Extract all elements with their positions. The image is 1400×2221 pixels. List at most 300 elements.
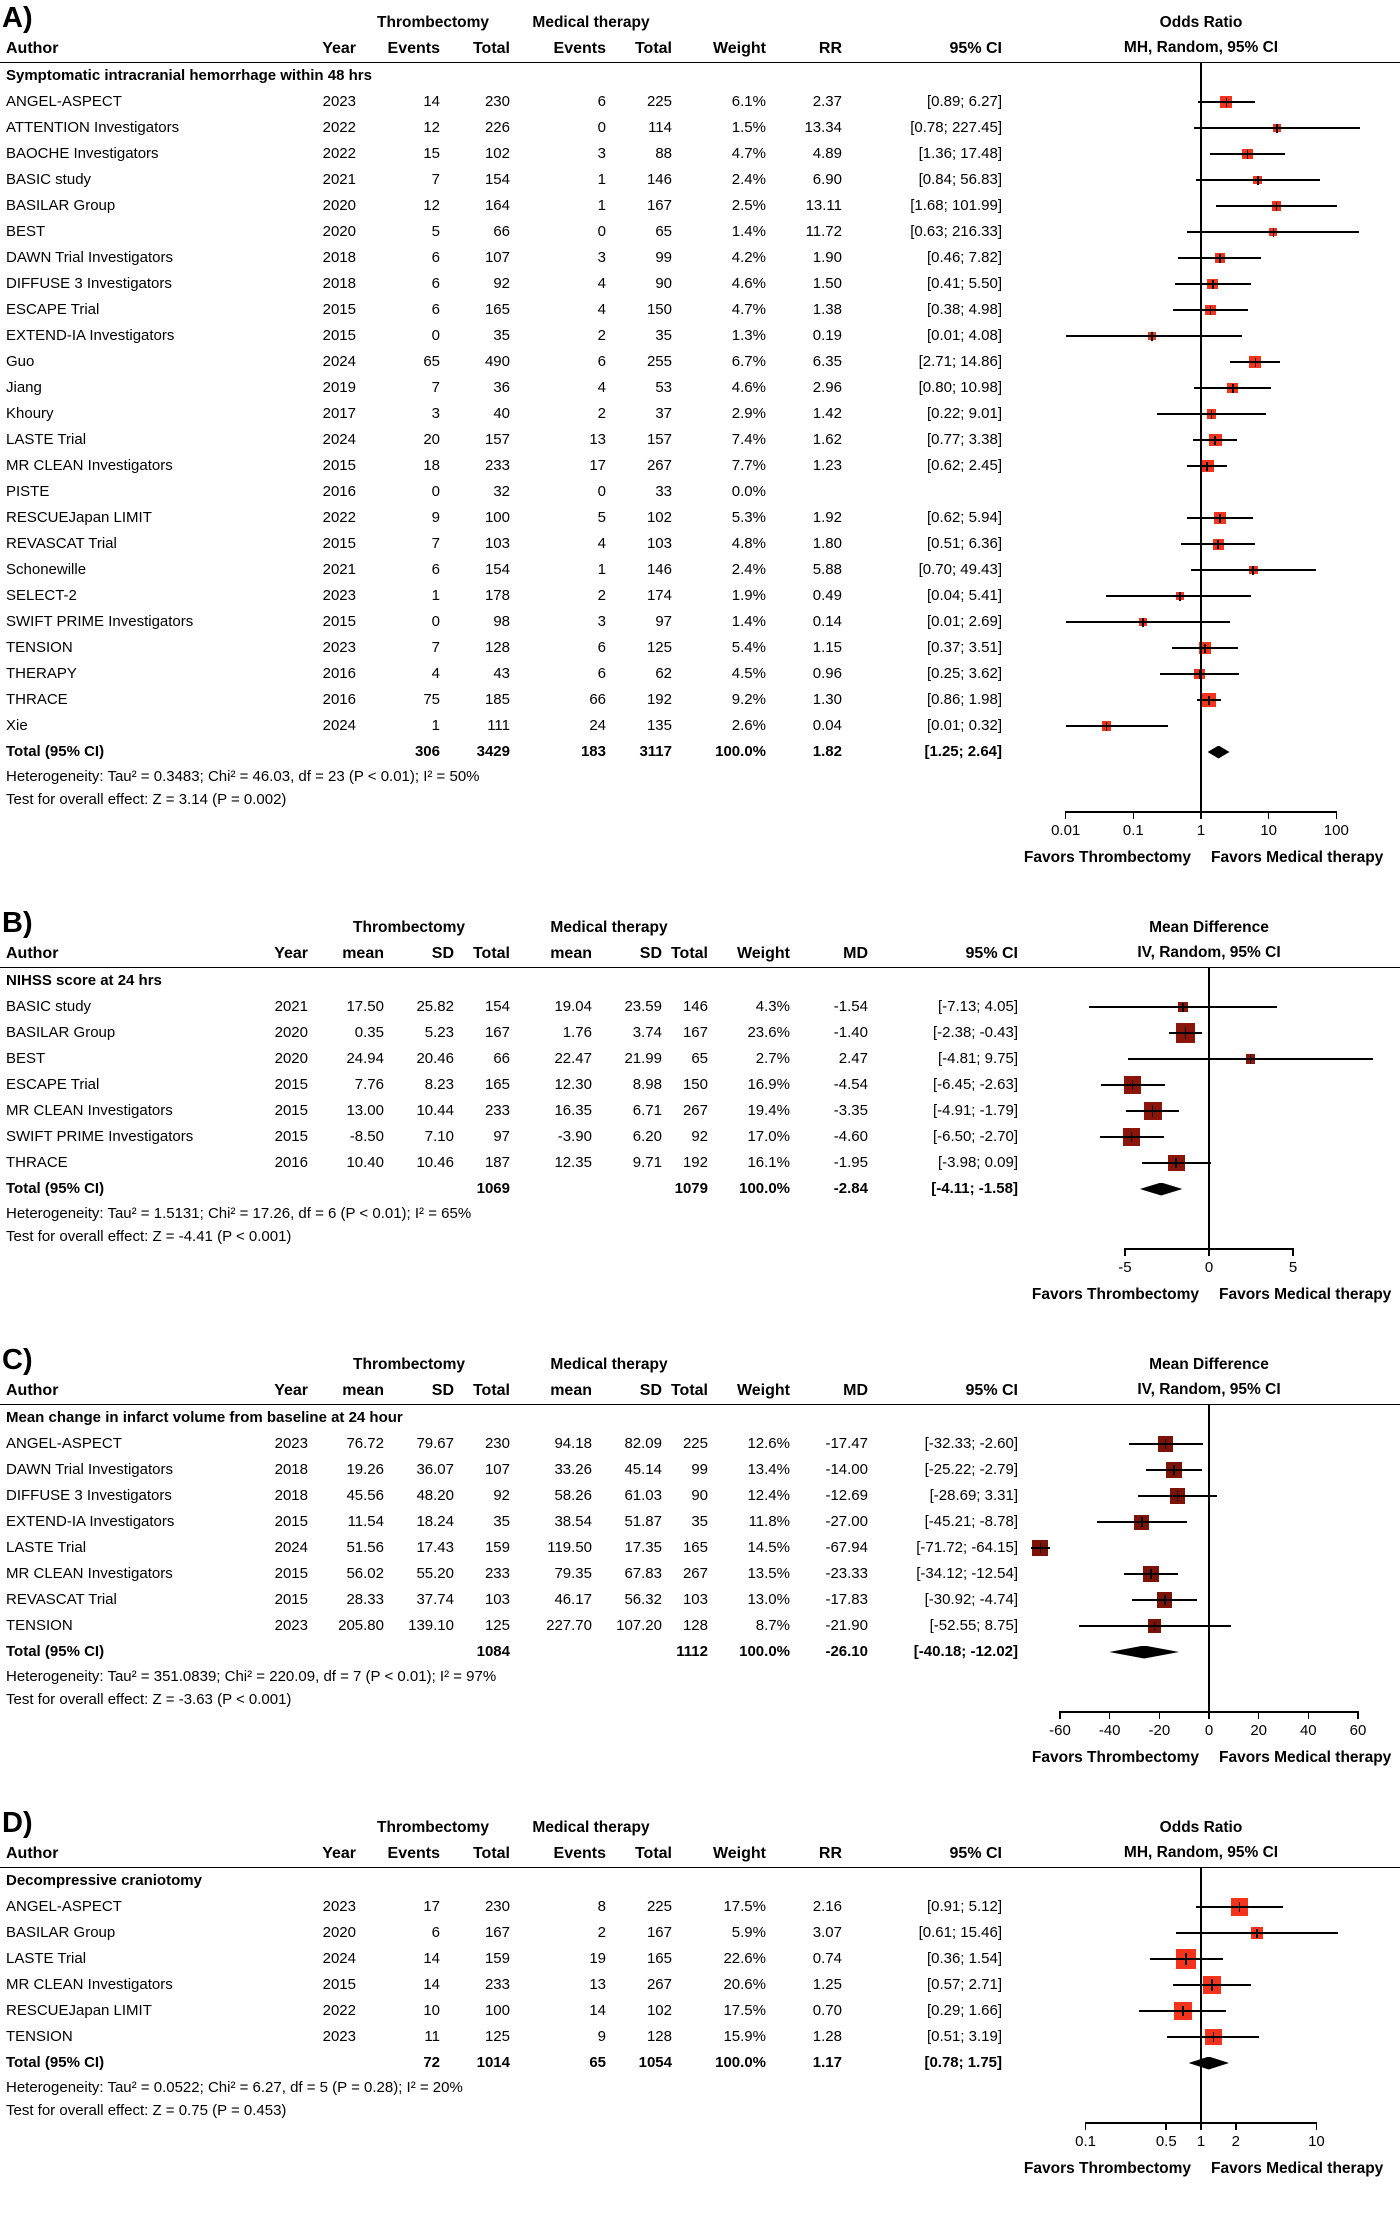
value-cell: 146 <box>646 171 672 188</box>
column-header: 95% CI <box>949 1845 1002 1862</box>
value-cell: 2 <box>597 587 606 604</box>
value-cell: 192 <box>682 1154 708 1171</box>
column-header: Events <box>387 40 440 57</box>
value-cell: 6 <box>431 275 440 292</box>
column-header: mean <box>342 1382 384 1399</box>
axis-tick <box>1208 1248 1210 1256</box>
author-cell: DAWN Trial Investigators <box>6 249 173 266</box>
value-cell: [0.70; 49.43] <box>918 561 1002 578</box>
value-cell: [0.51; 3.19] <box>926 2028 1002 2045</box>
value-cell: 9.2% <box>731 691 766 708</box>
axis-tick-label: -60 <box>1049 1722 1071 1739</box>
column-header: RR <box>818 1845 842 1862</box>
point-estimate-tick <box>1182 2006 1184 2017</box>
value-cell: [0.86; 1.98] <box>926 691 1002 708</box>
value-cell <box>384 1176 454 1202</box>
value-cell: [-34.12; -12.54] <box>916 1565 1018 1582</box>
study-row <box>0 479 1400 505</box>
study-row <box>0 994 1400 1020</box>
value-cell: 230 <box>484 1435 510 1452</box>
value-cell: 20.6% <box>723 1976 766 1993</box>
value-cell: 2015 <box>322 327 356 344</box>
value-cell: 2015 <box>322 457 356 474</box>
point-estimate-tick <box>1213 2032 1215 2042</box>
value-cell: 2023 <box>322 1898 356 1915</box>
value-cell: 2020 <box>322 197 356 214</box>
value-cell: 1.82 <box>812 743 842 760</box>
value-cell: 6 <box>597 665 606 682</box>
author-cell: BASIC study <box>6 171 92 188</box>
value-cell: [0.29; 1.66] <box>926 2002 1002 2019</box>
value-cell: 267 <box>646 1976 672 1993</box>
axis-block <box>0 1711 1400 1791</box>
value-cell: 0 <box>431 327 440 344</box>
value-cell: 14 <box>423 93 440 110</box>
value-cell: 0.14 <box>812 613 842 630</box>
heterogeneity-text: Heterogeneity: Tau² = 0.0522; Chi² = 6.27, df = 5 (P = 0.28); I² = 20% <box>6 2079 463 2096</box>
value-cell: 2023 <box>322 93 356 110</box>
value-cell: 187 <box>484 1154 510 1171</box>
value-cell: -27.00 <box>825 1513 868 1530</box>
study-row <box>0 1046 1400 1072</box>
value-cell: 233 <box>484 457 510 474</box>
value-cell: 0.19 <box>812 327 842 344</box>
value-cell: 5.3% <box>731 509 766 526</box>
study-row <box>0 531 1400 557</box>
value-cell: 1084 <box>476 1643 510 1660</box>
value-cell: 6 <box>431 1924 440 1941</box>
axis-tick-label: -5 <box>1118 1259 1132 1276</box>
value-cell: [0.38; 4.98] <box>926 301 1002 318</box>
point-estimate-tick <box>1206 462 1208 471</box>
effect-model-header: MH, Random, 95% CI <box>1123 39 1279 56</box>
author-cell: TENSION <box>6 639 73 656</box>
axis-tick <box>1292 1248 1294 1256</box>
author-cell: MR CLEAN Investigators <box>6 1565 173 1582</box>
value-cell: 2015 <box>274 1076 308 1093</box>
value-cell: 6.7% <box>731 353 766 370</box>
point-estimate-tick <box>1219 254 1221 263</box>
value-cell: [-4.81; 9.75] <box>937 1050 1018 1067</box>
value-cell: 5.23 <box>424 1024 454 1041</box>
axis-tick <box>1109 1711 1111 1719</box>
value-cell: 51.87 <box>624 1513 662 1530</box>
value-cell: 65 <box>655 223 672 240</box>
value-cell: 2015 <box>322 301 356 318</box>
axis-tick <box>1308 1711 1310 1719</box>
author-cell: BASIC study <box>6 998 92 1015</box>
column-header: RR <box>818 40 842 57</box>
author-cell: EXTEND-IA Investigators <box>6 1513 175 1530</box>
study-row <box>0 89 1400 115</box>
value-cell: 14 <box>589 2002 606 2019</box>
panel-body <box>0 1405 1400 1791</box>
value-cell: 103 <box>646 535 672 552</box>
value-cell: 2022 <box>322 509 356 526</box>
value-cell: 230 <box>484 93 510 110</box>
value-cell: 167 <box>484 1024 510 1041</box>
point-estimate-tick <box>1150 1569 1152 1579</box>
value-cell: 46.17 <box>554 1591 592 1608</box>
value-cell: [0.63; 216.33] <box>910 223 1002 240</box>
point-estimate-tick <box>1179 592 1181 601</box>
value-cell: 25.82 <box>416 998 454 1015</box>
study-row <box>0 1946 1400 1972</box>
value-cell: 56.32 <box>624 1591 662 1608</box>
value-cell <box>592 1639 662 1665</box>
value-cell: 92 <box>493 1487 510 1504</box>
heterogeneity-text: Heterogeneity: Tau² = 1.5131; Chi² = 17.26, df = 6 (P < 0.01); I² = 65% <box>6 1205 472 1222</box>
value-cell: 146 <box>646 561 672 578</box>
axis-tick-label: -40 <box>1098 1722 1121 1739</box>
column-header: Year <box>274 945 308 962</box>
value-cell: 17.35 <box>624 1539 662 1556</box>
value-cell: 45.56 <box>346 1487 384 1504</box>
value-cell: 2022 <box>322 145 356 162</box>
axis-block <box>0 811 1400 891</box>
value-cell: 65 <box>691 1050 708 1067</box>
value-cell: 4.89 <box>812 145 842 162</box>
value-cell: [-6.50; -2.70] <box>932 1128 1018 1145</box>
value-cell: 66 <box>589 691 606 708</box>
column-header: Events <box>553 40 606 57</box>
value-cell: 38.54 <box>554 1513 592 1530</box>
value-cell: 7.76 <box>354 1076 384 1093</box>
author-cell: DIFFUSE 3 Investigators <box>6 275 172 292</box>
study-row <box>0 635 1400 661</box>
value-cell <box>384 1639 454 1665</box>
group-header-medical-therapy: Medical therapy <box>532 14 650 31</box>
author-cell: RESCUEJapan LIMIT <box>6 509 152 526</box>
value-cell: 1 <box>597 197 606 214</box>
value-cell: 107 <box>484 249 510 266</box>
value-cell: 16.35 <box>554 1102 592 1119</box>
value-cell: 6.90 <box>812 171 842 188</box>
value-cell <box>766 479 842 505</box>
value-cell: 8 <box>597 1898 606 1915</box>
value-cell: 35 <box>493 327 510 344</box>
value-cell: 165 <box>646 1950 672 1967</box>
value-cell: 20 <box>423 431 440 448</box>
value-cell: 6.35 <box>812 353 842 370</box>
value-cell: [0.80; 10.98] <box>918 379 1002 396</box>
value-cell: -14.00 <box>825 1461 868 1478</box>
value-cell: 103 <box>484 1591 510 1608</box>
value-cell: -1.54 <box>833 998 868 1015</box>
heterogeneity-text: Heterogeneity: Tau² = 0.3483; Chi² = 46.03, df = 23 (P < 0.01); I² = 50% <box>6 768 480 785</box>
study-row <box>0 453 1400 479</box>
value-cell: [0.01; 4.08] <box>926 327 1002 344</box>
value-cell: 6 <box>597 353 606 370</box>
value-cell: 154 <box>484 998 510 1015</box>
favors-left-label: Favors Thrombectomy <box>1023 849 1191 866</box>
effect-measure-header: Mean Difference <box>1149 1356 1269 1373</box>
value-cell: 2015 <box>274 1565 308 1582</box>
value-cell: 45.14 <box>624 1461 662 1478</box>
value-cell: 12.35 <box>554 1154 592 1171</box>
value-cell: 1.17 <box>812 2054 842 2071</box>
column-header-row <box>0 36 1400 62</box>
value-cell: 1.42 <box>812 405 842 422</box>
value-cell: 2024 <box>322 431 356 448</box>
value-cell: 192 <box>646 691 672 708</box>
value-cell: 6 <box>431 561 440 578</box>
author-cell: Jiang <box>6 379 42 396</box>
value-cell: 10.46 <box>416 1154 454 1171</box>
value-cell: 2015 <box>274 1513 308 1530</box>
value-cell: 2024 <box>274 1539 308 1556</box>
axis-tick <box>1085 2122 1087 2130</box>
column-header: Total <box>472 945 510 962</box>
value-cell: 146 <box>682 998 708 1015</box>
study-row <box>0 1072 1400 1098</box>
group-header-medical-therapy: Medical therapy <box>532 1819 650 1836</box>
forest-panel-A <box>0 2 1400 891</box>
reference-line <box>1200 63 1202 811</box>
value-cell: 37.74 <box>416 1591 454 1608</box>
value-cell: 1014 <box>476 2054 510 2071</box>
column-header: Weight <box>712 40 766 57</box>
value-cell: 14.5% <box>747 1539 790 1556</box>
value-cell: -21.90 <box>825 1617 868 1634</box>
column-header: Total <box>634 1845 672 1862</box>
value-cell: 61.03 <box>624 1487 662 1504</box>
value-cell: 94.18 <box>554 1435 592 1452</box>
author-cell: Guo <box>6 353 35 370</box>
value-cell: 6.71 <box>632 1102 662 1119</box>
axis-tick-label: 0.01 <box>1051 822 1081 839</box>
axis-tick-label: 2 <box>1231 2133 1240 2150</box>
ci-line <box>1066 725 1168 727</box>
ci-line <box>1066 335 1243 337</box>
point-estimate-tick <box>1208 696 1210 705</box>
column-header: 95% CI <box>965 1382 1018 1399</box>
overall-effect-text: Test for overall effect: Z = -4.41 (P < 0.001) <box>6 1228 292 1245</box>
value-cell: 2024 <box>322 717 356 734</box>
column-header: Total <box>634 40 672 57</box>
value-cell: 100.0% <box>715 743 766 760</box>
value-cell: 56.02 <box>346 1565 384 1582</box>
value-cell: 2021 <box>274 998 308 1015</box>
author-cell: BAOCHE Investigators <box>6 145 159 162</box>
value-cell: 102 <box>646 2002 672 2019</box>
value-cell: 13.34 <box>804 119 842 136</box>
column-header: Weight <box>736 945 790 962</box>
value-cell: 10.44 <box>416 1102 454 1119</box>
value-cell: 6 <box>431 249 440 266</box>
column-header: Total <box>472 1845 510 1862</box>
value-cell: 17 <box>423 1898 440 1915</box>
value-cell: 164 <box>484 197 510 214</box>
value-cell: 2.9% <box>731 405 766 422</box>
value-cell: -67.94 <box>825 1539 868 1556</box>
author-cell: ANGEL-ASPECT <box>6 1435 122 1452</box>
value-cell: 154 <box>484 171 510 188</box>
value-cell: 125 <box>646 639 672 656</box>
value-cell: 2.4% <box>731 171 766 188</box>
study-row <box>0 1098 1400 1124</box>
value-cell: 2.5% <box>731 197 766 214</box>
value-cell: 6.20 <box>632 1128 662 1145</box>
value-cell: 13.0% <box>747 1591 790 1608</box>
value-cell: [-4.11; -1.58] <box>931 1180 1018 1197</box>
point-estimate-tick <box>1132 1080 1134 1091</box>
study-row <box>0 1587 1400 1613</box>
author-cell: LASTE Trial <box>6 1950 87 1967</box>
axis-tick <box>1200 811 1202 819</box>
value-cell: 90 <box>655 275 672 292</box>
value-cell: [0.78; 1.75] <box>924 2054 1002 2071</box>
forest-panel-D <box>0 1807 1400 2202</box>
favors-left-label: Favors Thrombectomy <box>1023 2160 1191 2177</box>
value-cell: 159 <box>484 1539 510 1556</box>
value-cell: 4.5% <box>731 665 766 682</box>
panel-header <box>0 2 1400 62</box>
study-row <box>0 1894 1400 1920</box>
value-cell: 1054 <box>638 2054 672 2071</box>
value-cell: 0 <box>431 483 440 500</box>
study-row <box>0 193 1400 219</box>
value-cell: 92 <box>691 1128 708 1145</box>
value-cell: 0 <box>597 119 606 136</box>
point-estimate-tick <box>1164 1595 1166 1605</box>
axis-tick-label: 40 <box>1299 1722 1317 1739</box>
overall-effect-text: Test for overall effect: Z = 0.75 (P = 0.453) <box>6 2102 287 2119</box>
point-estimate-tick <box>1204 644 1206 653</box>
study-row <box>0 115 1400 141</box>
value-cell: 17 <box>589 457 606 474</box>
value-cell: 185 <box>484 691 510 708</box>
value-cell: 1.38 <box>812 301 842 318</box>
value-cell: 19.04 <box>554 998 592 1015</box>
value-cell: 14 <box>423 1976 440 1993</box>
value-cell: 2015 <box>322 535 356 552</box>
study-row <box>0 583 1400 609</box>
value-cell: 135 <box>646 717 672 734</box>
total-row <box>0 1176 1400 1202</box>
axis-tick-label: 60 <box>1349 1722 1367 1739</box>
column-header: Author <box>6 1382 59 1399</box>
value-cell: 2021 <box>322 171 356 188</box>
value-cell: 9 <box>431 509 440 526</box>
value-cell: 62 <box>655 665 672 682</box>
value-cell: 13 <box>589 431 606 448</box>
panel-header <box>0 1807 1400 1867</box>
value-cell: [-71.72; -64.15] <box>916 1539 1018 1556</box>
value-cell: 3429 <box>476 743 510 760</box>
rows-wrap <box>0 1868 1400 2076</box>
value-cell: 2015 <box>322 1976 356 1993</box>
value-cell: 2016 <box>322 665 356 682</box>
point-estimate-tick <box>1252 566 1254 575</box>
heterogeneity-text: Heterogeneity: Tau² = 351.0839; Chi² = 220.09, df = 7 (P < 0.01); I² = 97% <box>6 1668 497 1685</box>
value-cell: [0.04; 5.41] <box>926 587 1002 604</box>
column-header: SD <box>431 945 454 962</box>
rows-wrap <box>0 968 1400 1202</box>
value-cell: 0.49 <box>812 587 842 604</box>
axis-tick <box>1258 1711 1260 1719</box>
value-cell: 167 <box>484 1924 510 1941</box>
value-cell: 11.72 <box>805 223 842 240</box>
author-cell: DAWN Trial Investigators <box>6 1461 173 1478</box>
value-cell: 139.10 <box>408 1617 454 1634</box>
favors-left-label: Favors Thrombectomy <box>1031 1749 1199 1766</box>
value-cell: 11 <box>424 2028 440 2045</box>
value-cell: 13.4% <box>747 1461 790 1478</box>
study-row <box>0 375 1400 401</box>
value-cell: 8.7% <box>755 1617 790 1634</box>
value-cell: 102 <box>484 145 510 162</box>
point-estimate-tick <box>1276 202 1278 211</box>
value-cell <box>308 1176 384 1202</box>
author-cell: Total (95% CI) <box>6 2054 105 2071</box>
value-cell: 1 <box>431 587 440 604</box>
value-cell: 167 <box>646 197 672 214</box>
author-cell: TENSION <box>6 1617 73 1634</box>
value-cell: 5.4% <box>731 639 766 656</box>
value-cell: 2021 <box>322 561 356 578</box>
value-cell: 24.94 <box>346 1050 384 1067</box>
value-cell: 1.3% <box>731 327 766 344</box>
value-cell: 1.92 <box>812 509 842 526</box>
value-cell: 0.04 <box>812 717 842 734</box>
value-cell: 1.9% <box>731 587 766 604</box>
ci-line <box>1066 621 1230 623</box>
value-cell: 10 <box>423 2002 440 2019</box>
value-cell: [-6.45; -2.63] <box>932 1076 1018 1093</box>
value-cell: 3.07 <box>812 1924 842 1941</box>
axis-tick-label: 1 <box>1196 2133 1206 2150</box>
value-cell: 35 <box>655 327 672 344</box>
panel-body <box>0 968 1400 1328</box>
author-cell: TENSION <box>6 2028 73 2045</box>
value-cell: 5 <box>431 223 440 240</box>
study-row <box>0 1613 1400 1639</box>
overall-effect-text: Test for overall effect: Z = -3.63 (P < 0.001) <box>6 1691 292 1708</box>
value-cell: 2018 <box>322 275 356 292</box>
value-cell: 100 <box>484 509 510 526</box>
value-cell: [0.41; 5.50] <box>926 275 1002 292</box>
column-header: mean <box>550 1382 592 1399</box>
column-header: SD <box>639 1382 662 1399</box>
value-cell: 1079 <box>674 1180 708 1197</box>
value-cell: 0.74 <box>812 1950 842 1967</box>
value-cell <box>510 1176 592 1202</box>
column-header: mean <box>550 945 592 962</box>
value-cell: 7 <box>431 379 440 396</box>
value-cell: 103 <box>484 535 510 552</box>
column-header: SD <box>639 945 662 962</box>
value-cell: 255 <box>646 353 672 370</box>
author-cell: RESCUEJapan LIMIT <box>6 2002 152 2019</box>
value-cell: 13.5% <box>747 1565 790 1582</box>
axis-block <box>0 2122 1400 2202</box>
value-cell: 90 <box>691 1487 708 1504</box>
point-estimate-tick <box>1165 1439 1167 1449</box>
value-cell: 225 <box>646 93 672 110</box>
author-cell: BASILAR Group <box>6 1924 116 1941</box>
axis-tick-label: -20 <box>1148 1722 1171 1739</box>
value-cell: 1.4% <box>731 223 766 240</box>
value-cell: 107 <box>484 1461 510 1478</box>
value-cell: -8.50 <box>349 1128 384 1145</box>
value-cell: 102 <box>646 509 672 526</box>
column-header: SD <box>431 1382 454 1399</box>
value-cell: 2023 <box>274 1617 308 1634</box>
author-cell: BEST <box>6 223 46 240</box>
study-row <box>0 245 1400 271</box>
author-cell: LASTE Trial <box>6 431 87 448</box>
